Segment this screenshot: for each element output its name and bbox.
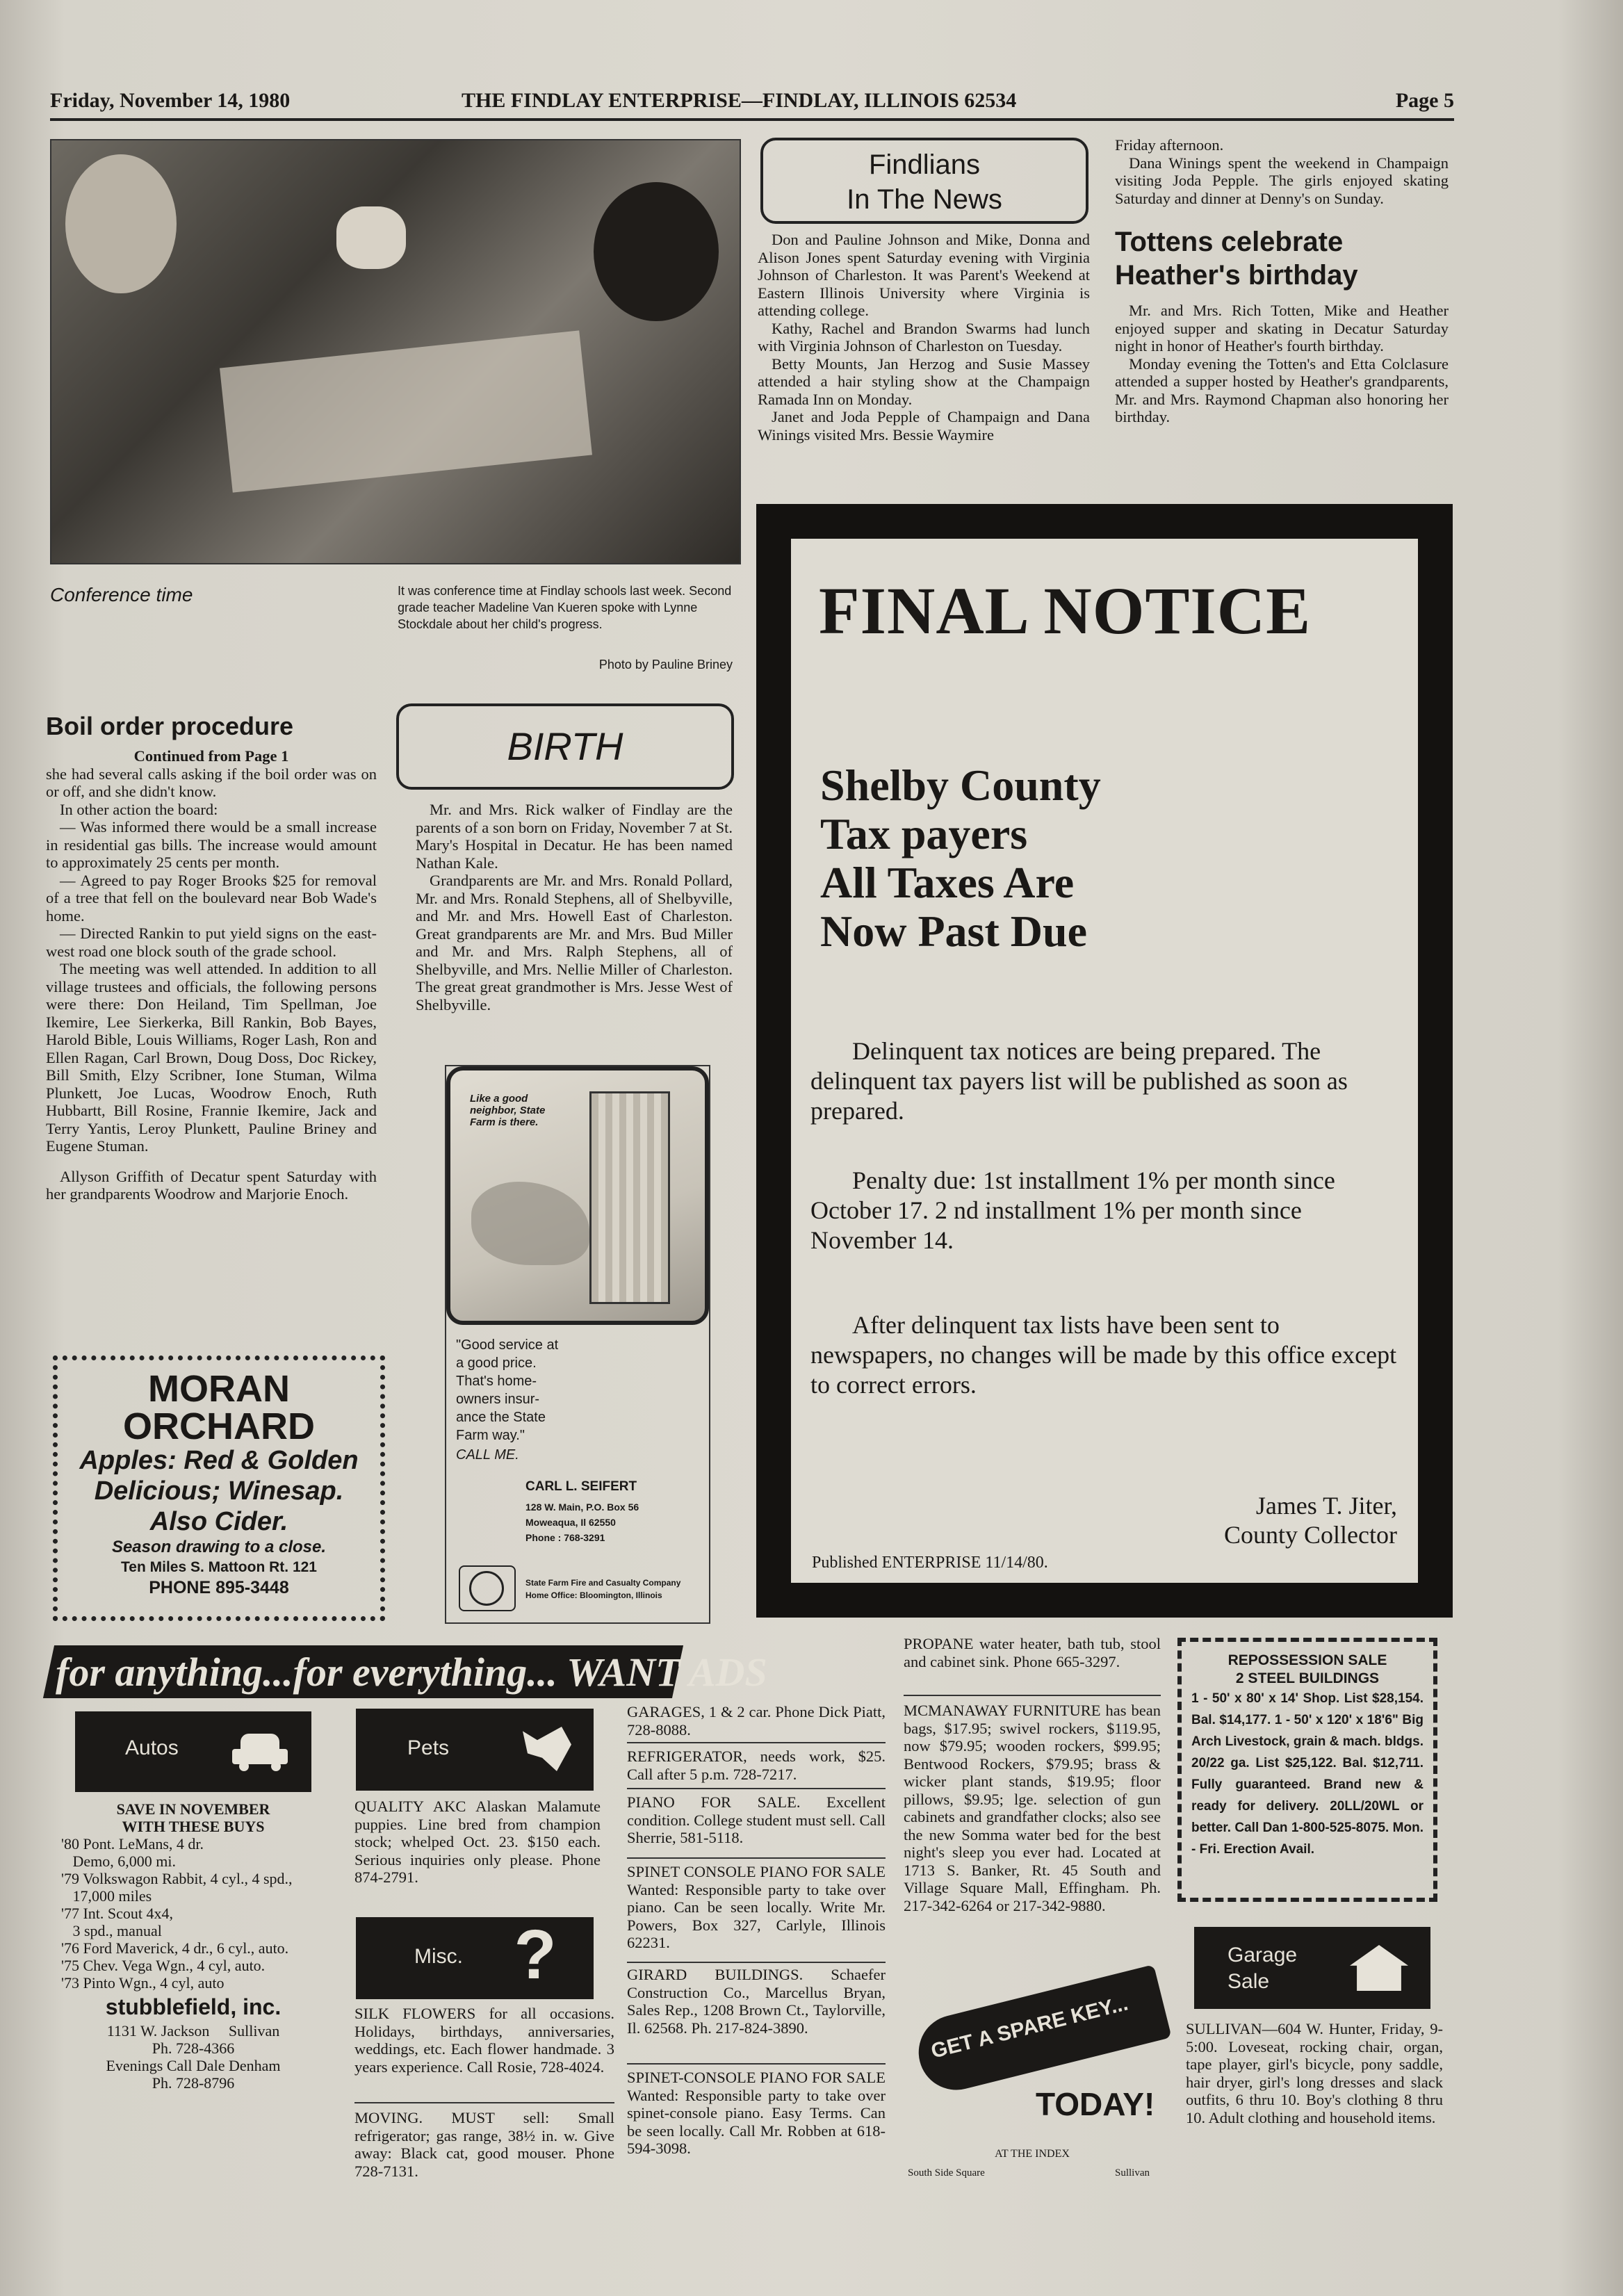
mcmanaway-furniture-ad: MCMANAWAY FURNITURE has bean bags, $17.95; swivel rockers, $119.95, now $79.95; wooden rockers, $99.95; Bentwood Rockers, $79.95; brass & wicker plant stands, $19.95; floor pillows, $9.95; lge. selection of gun cabinets and grandfather clocks; also see the new Somma water bed for the best night's sleep you ever had. Located at 1713 S. Banker, Rt. 45 South and Village Square Mall, Effingham. Ph. 217-342-6264 or 217-342-9880. [904,1702,1161,1914]
moran-cider: Also Cider. [149,1507,288,1536]
auto-item: 3 spd., manual [61,1922,162,1939]
subtitle-line: Now Past Due [820,906,1087,956]
misc-label: Misc. [414,1945,463,1968]
boil-paragraph: The meeting was well attended. In addition to all village trustees and officials, the following persons were there: Don Heiland, Tim Spellman, Joe Ikemire, Lee Sierkerka, Bill Rankin, Bob Bayes, Harold Bible, Louis Williams, Roger Lash, Ron and Ellen Ragan, Carl Brown, Doug Doss, Doc Rickey, Bill Smith, Elzy Scribner, Ione Stuman, Wilma Plunkett, Joe Lucas, Woodrow Enoch, Ruth Hubbartt, Bill Rosine, Frannie Ikemire, Jack and Terry Yantis, Leroy Plunkett, Pauline Briney and Eugene Stuman. [46,960,377,1155]
misc-header [356,1917,594,1999]
subtitle-line: Tax payers [820,809,1028,858]
pets-label: Pets [407,1736,450,1759]
header-paper-title: THE FINDLAY ENTERPRISE—FINDLAY, ILLINOIS 62534 [462,89,1017,112]
final-notice-subtitle [820,761,1101,956]
dealer-evenings: Evenings Call Dale Denham [106,2057,281,2074]
boil-paragraph: — Was informed there would be a small increase in residential gas bills. The increase would amount to approximately 25 cents per month. [46,818,377,871]
dog-icon [523,1727,571,1771]
moran-orchard-ad [53,1355,385,1621]
spinet-piano-ad-1: SPINET CONSOLE PIANO FOR SALE Wanted: Responsible party to take over piano. Can be seen locally. Write Mr. Powers, Box 327, Carlyle, Illinois 62231. [627,1863,886,1951]
autos-head-1: SAVE IN NOVEMBER [116,1800,270,1818]
agent-address-1: 128 W. Main, P.O. Box 56 [525,1501,639,1513]
moran-name-1: MORAN [148,1368,290,1410]
auto-item: Demo, 6,000 mi. [61,1853,176,1870]
continued-note: Continued from Page 1 [133,747,289,765]
final-notice-title: FINAL NOTICE [819,573,1312,648]
photo-caption: It was conference time at Findlay schools last week. Second grade teacher Madeline Van Kueren spoke with Lynne Stockdale about her child's progress. [398,584,732,631]
totten-paragraph: Mr. and Mrs. Rich Totten, Mike and Heather enjoyed supper and skating in Decatur Saturday night in honor of Heather's fourth birthday. [1115,302,1449,355]
findlians-title-line2: In The News [847,184,1002,215]
divider [627,2063,886,2065]
dealer-address: 1131 W. Jackson Sullivan [106,2022,280,2039]
notice-signer: James T. Jiter, [1255,1492,1397,1520]
auto-item: '75 Chev. Vega Wgn., 4 cyl, auto. [61,1957,266,1974]
state-farm-office: Home Office: Bloomington, Illinois [525,1590,662,1600]
girard-buildings-ad: GIRARD BUILDINGS. Schaefer Construction Co., Marcellus Bryan, Sales Rep., 1208 Brown Ct., Taylorville, Il. 62568. Ph. 217-824-3890. [627,1966,886,2037]
divider [627,1962,886,1963]
agent-name: CARL L. SEIFERT [525,1479,637,1494]
totten-paragraph: Monday evening the Totten's and Etta Colclasure attended a supper hosted by Heather's grandparents, Mr. and Mrs. Raymond Chapman also honoring her birthday. [1115,355,1449,425]
garage-label-line2: Sale [1228,1970,1270,1993]
moran-location: Ten Miles S. Mattoon Rt. 121 [121,1559,317,1575]
birth-heading: BIRTH [396,703,734,790]
column4-article [1115,136,1449,426]
want-ads-banner-text: for anything...for everything... WANT ADS [56,1650,767,1695]
garage-sale-label [1228,1942,1297,1995]
subtitle-line: All Taxes Are [820,858,1075,907]
notice-published: Published ENTERPRISE 11/14/80. [812,1554,1048,1572]
final-notice-inner [791,539,1418,1583]
findlians-article [758,231,1090,443]
repo-title-1: REPOSSESSION SALE [1228,1652,1387,1668]
state-farm-logo [459,1565,516,1611]
propane-ad: PROPANE water heater, bath tub, stool and cabinet sink. Phone 665-3297. [904,1635,1161,1670]
findlians-paragraph: Janet and Joda Pepple of Champaign and Dana Winings visited Mrs. Bessie Waymire [758,408,1090,443]
sullivan-garage-sale-ad: SULLIVAN—604 W. Hunter, Friday, 9-5:00. Loveseat, rocking chair, organ, tape player, girl's bicycle, pony saddle, hair dryer, girl's long dresses and slack outfits, 6 thru 10. Boy's clothing 8 thru 10. Adult clothing and household items. [1186,2020,1443,2126]
totten-title: Tottens celebrate Heather's birthday [1115,227,1358,291]
dealer-evening-phone: Ph. 728-8796 [152,2074,235,2092]
pets-ad: QUALITY AKC Alaskan Malamute puppies. Line bred from champion stock; whelped Oct. 23. $150 each. Serious inquiries only please. Phone 874-2791. [354,1798,601,1886]
findlians-paragraph: Kathy, Rachel and Brandon Swarms had lunch with Virginia Johnson of Charleston on Tuesday. [758,319,1090,355]
tree-drawing [471,1182,589,1265]
state-farm-illustration [446,1066,709,1325]
boil-paragraph: — Agreed to pay Roger Brooks $25 for removal of a tree that fell on the boulevard near Bob Wade's home. [46,871,377,925]
spare-key-location-1: South Side Square [908,2167,985,2179]
notice-paragraph-2: Penalty due: 1st installment 1% per month since October 17. 2 nd installment 1% per month since November 14. [810,1166,1335,1254]
notice-signer-title: County Collector [1224,1521,1397,1549]
dealer-name: stubblefield, inc. [105,1994,282,2019]
moran-name-2: ORCHARD [123,1406,315,1447]
auto-item: '77 Int. Scout 4x4, [61,1905,174,1922]
auto-item: '76 Ford Maverick, 4 dr., 6 cyl., auto. [61,1939,289,1957]
spinet-piano-ad-2: SPINET-CONSOLE PIANO FOR SALE Wanted: Responsible party to take over spinet-console piano. Easy Terms. Can be seen locally. Call Mr. Robben at 618-594-3098. [627,2069,886,2157]
spare-key-today: TODAY! [1036,2086,1155,2122]
subtitle-line: Shelby County [820,760,1101,810]
page-header [50,85,1454,121]
piano-ad: PIANO FOR SALE. Excellent condition. College student must sell. Call Sherrie, 581-5118. [627,1793,886,1846]
moran-apples-1: Apples: Red & Golden [79,1446,359,1475]
spare-key-text: GET A SPARE KEY... [929,1992,1131,2063]
refrigerator-ad: REFRIGERATOR, needs work, $25. Call after 5 p.m. 728-7217. [627,1748,886,1783]
repo-title-2: 2 STEEL BUILDINGS [1235,1670,1380,1686]
question-mark-icon: ? [514,1916,557,1994]
moving-ad: MOVING. MUST sell: Small refrigerator; gas range, 38½ in. w. Give away: Black cat, good mouser. Phone 728-7131. [354,2109,614,2180]
autos-head-2: WITH THESE BUYS [122,1818,265,1835]
storefront-drawing [589,1091,670,1304]
garage-label-line1: Garage [1228,1944,1298,1967]
divider [904,1695,1161,1696]
allyson-paragraph: Allyson Griffith of Decatur spent Saturday with her grandparents Woodrow and Marjorie Enoch. [46,1167,377,1203]
findlians-paragraph: Don and Pauline Johnson and Mike, Donna and Alison Jones spent Saturday evening with Virginia Johnson of Charleston. It was Parent's Weekend at Eastern Illinois University where Virginia is attending college. [758,231,1090,319]
col4-paragraph: Dana Winings spent the weekend in Champaign visiting Joda Pepple. The girls enjoyed skating Saturday and dinner at Denny's on Sunday. [1115,154,1449,207]
garage-sale-header [1194,1927,1430,2009]
birth-paragraph: Grandparents are Mr. and Mrs. Ronald Pollard, Mr. and Mrs. Ronald Stephens, all of Shelbyville, and Mr. and Mrs. Howell East of Charleston. Great grandparents are Mr. and Mrs. Bud Miller and Mr. and Mrs. Ralph Stephens, all of Shelbyville, and Mrs. Nellie Miller of Charleston. The great great grandmother is Mrs. Jesse West of Shelbyville. [416,872,733,1013]
notice-paragraph-3: After delinquent tax lists have been sent to newspapers, no changes will be made by this office except to correct errors. [810,1311,1397,1399]
header-date: Friday, November 14, 1980 [50,89,291,112]
car-icon [232,1734,288,1771]
boil-order-title: Boil order procedure [46,712,294,740]
boil-paragraph: she had several calls asking if the boil order was on or off, and she didn't know. [46,765,377,800]
findlians-title-line1: Findlians [868,149,981,180]
photo-label: Conference time [50,584,193,605]
moran-phone: PHONE 895-3448 [149,1578,289,1597]
boil-paragraph: — Directed Rankin to put yield signs on the east-west road one block south of the grade school. [46,925,377,960]
house-icon [1350,1945,1408,1991]
divider [354,2102,614,2103]
spare-key-at: AT THE INDEX [995,2148,1070,2160]
state-farm-logo-icon [469,1571,504,1606]
birth-paragraph: Mr. and Mrs. Rick walker of Findlay are the parents of a son born on Friday, November 7 at St. Mary's Hospital in Decatur. He has been named Nathan Kale. [416,801,733,872]
header-page-number: Page 5 [1395,89,1454,112]
garages-ad: GARAGES, 1 & 2 car. Phone Dick Piatt, 728-8088. [627,1703,886,1739]
state-farm-slogan: Like a good neighbor, State Farm is there. [470,1093,546,1128]
spare-key-location-2: Sullivan [1115,2167,1150,2179]
findlians-paragraph: Betty Mounts, Jan Herzog and Susie Massey attended a hair styling show at the Champaign Ramada Inn on Monday. [758,355,1090,408]
autos-label: Autos [125,1736,179,1759]
autos-header [75,1711,311,1792]
state-farm-company: State Farm Fire and Casualty Company [525,1578,681,1588]
boil-paragraph: In other action the board: [60,800,218,818]
moran-apples-2: Delicious; Winesap. [94,1476,344,1506]
divider [627,1742,886,1743]
state-farm-quote: "Good service at a good price. That's home-owners insur-ance the State Farm way." [456,1337,559,1443]
findlians-heading [760,138,1088,224]
notice-paragraph-1: Delinquent tax notices are being prepared. The delinquent tax payers list will be published as soon as prepared. [810,1037,1348,1125]
auto-item: 17,000 miles [61,1887,152,1905]
agent-address-2: Moweaqua, Il 62550 [525,1517,616,1528]
auto-item: '73 Pinto Wgn., 4 cyl, auto [61,1974,225,1992]
pets-header [356,1709,594,1791]
silk-flowers-ad: SILK FLOWERS for all occasions. Holidays, birthdays, anniversaries, weddings, etc. Each flower handmade. 3 years experience. Call Rosie, 728-4024. [354,2005,614,2076]
autos-ad [61,1800,325,2092]
photo-credit: Photo by Pauline Briney [598,658,733,671]
state-farm-callme: CALL ME. [456,1447,519,1463]
repossession-sale-ad [1177,1638,1437,1902]
col4-lead: Friday afternoon. [1115,136,1224,154]
agent-phone: Phone : 768-3291 [525,1532,605,1543]
conference-photo [50,139,741,564]
boil-order-article [46,747,377,1203]
auto-item: '80 Pont. LeMans, 4 dr. [61,1835,204,1853]
final-notice-ad [756,504,1453,1618]
auto-item: '79 Volkswagon Rabbit, 4 cyl., 4 spd., [61,1870,293,1887]
birth-article [416,801,733,1013]
divider [627,1857,886,1859]
state-farm-ad [445,1065,710,1624]
divider [627,1788,886,1789]
moran-season: Season drawing to a close. [111,1538,327,1556]
dealer-phone: Ph. 728-4366 [152,2039,235,2057]
repo-body: 1 - 50' x 80' x 14' Shop. List $28,154. Bal. $14,177. 1 - 50' x 120' x 18'6" Big Arch Livestock, grain & mach. bldgs. 20/22 ga. List $25,122. Bal. $12,711. Fully guaranteed. Brand new & ready for delivery. 20LL/20WL or better. Call Dan 1-800-525-8075. Mon. - Fri. Erection Avail. [1191,1691,1424,1857]
